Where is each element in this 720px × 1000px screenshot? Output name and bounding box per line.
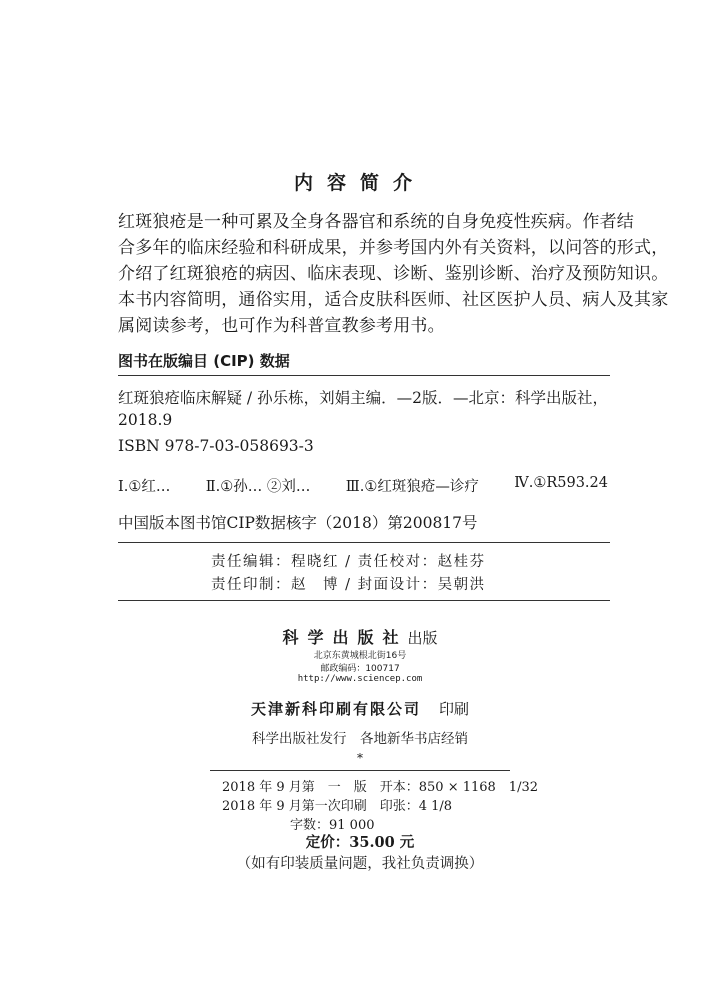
distribution-line: 科学出版社发行 各地新华书店经销: [252, 731, 468, 747]
specs-rule: [210, 770, 510, 771]
cip-class-4: Ⅳ.①R593.24: [514, 475, 608, 491]
publisher-line: [0, 625, 720, 648]
responsibility-line-1: 责任编辑：程晓红 / 责任校对：赵桂芬: [211, 554, 486, 570]
cip-catalog-number: 中国版本图书馆CIP数据核字（2018）第200817号: [118, 514, 478, 532]
cip-title-line: 红斑狼疮临床解疑 / 孙乐栋，刘娟主编．—2版．—北京：科学出版社，: [118, 389, 608, 407]
cip-year: 2018.9: [118, 411, 173, 429]
publisher-address: 北京东黄城根北街16号: [313, 651, 407, 661]
quality-note: （如有印装质量问题，我社负责调换）: [236, 856, 484, 872]
printer-line: [0, 698, 720, 719]
price: 定价：35.00 元: [305, 834, 415, 851]
intro-line-5: 属阅读参考，也可作为科普宣教参考用书。: [118, 316, 445, 336]
printer-suffix: 印刷: [439, 700, 470, 718]
intro-line-3: 介绍了红斑狼疮的病因、临床表现、诊断、鉴别诊断、治疗及预防知识。: [118, 264, 669, 284]
spec-word-count: 字数：91 000: [290, 818, 375, 833]
publisher-suffix: 出版: [407, 629, 438, 647]
intro-title: 内容简介: [293, 172, 426, 194]
cip-class-2: Ⅱ.①孙… ②刘…: [205, 479, 311, 495]
cip-classification: [118, 475, 608, 496]
separator-star: *: [357, 751, 363, 765]
intro-line-2: 合多年的临床经验和科研成果，并参考国内外有关资料，以问答的形式，: [118, 238, 669, 258]
cip-class-1: Ⅰ.①红…: [118, 479, 171, 495]
intro-line-4: 本书内容简明，通俗实用，适合皮肤科医师、社区医护人员、病人及其家: [118, 290, 669, 310]
spec-printing: 2018 年 9 月第一次印刷 印张：4 1/8: [222, 799, 453, 814]
intro-line-1: 红斑狼疮是一种可累及全身各器官和系统的自身免疫性疾病。作者结: [118, 212, 634, 232]
cip-class-3: Ⅲ.①红斑狼疮—诊疗: [345, 479, 479, 495]
printer-name: 天津新科印刷有限公司: [250, 700, 421, 718]
cip-isbn: ISBN 978-7-03-058693-3: [118, 437, 314, 455]
publisher-name: 科学出版社: [282, 628, 408, 647]
cip-top-rule: [118, 375, 610, 376]
responsibility-line-2: 责任印制：赵 博 / 封面设计：吴朝洪: [211, 577, 486, 593]
cip-heading: 图书在版编目 (CIP) 数据: [118, 352, 290, 370]
publisher-url: http://www.sciencep.com: [297, 674, 423, 684]
publisher-postcode: 邮政编码：100717: [320, 664, 400, 674]
responsibility-rule: [118, 600, 610, 601]
cip-bottom-rule: [118, 542, 610, 543]
spec-edition: 2018 年 9 月第 一 版 开本：850 × 1168 1/32: [222, 780, 538, 795]
